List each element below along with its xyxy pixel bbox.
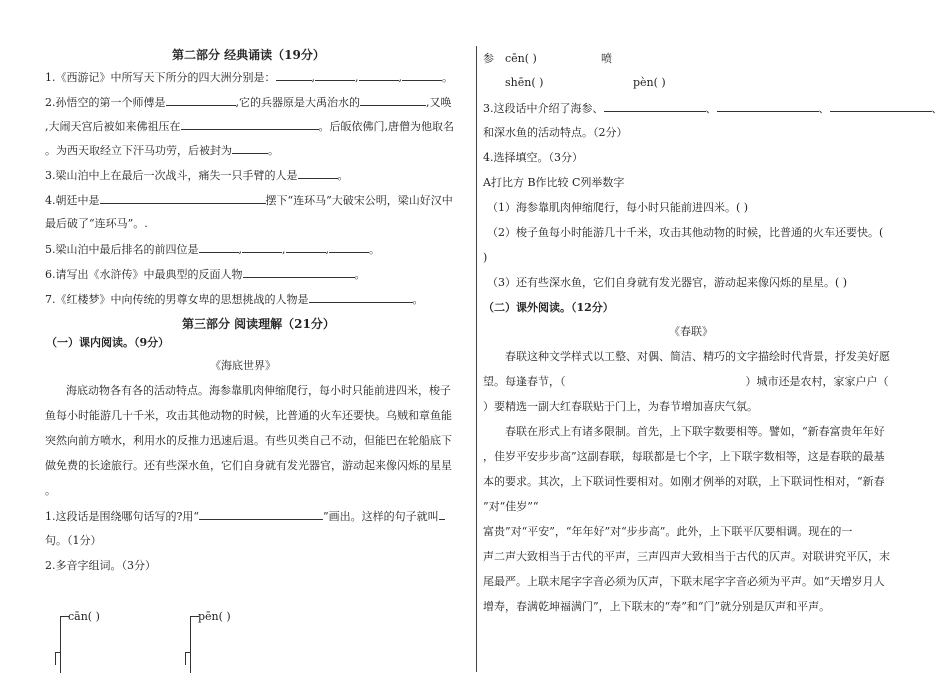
q6-text: 6.请写出《水浒传》中最典型的反面人物	[45, 268, 243, 281]
q3-text-a: 3.这段话中介绍了海参、	[483, 102, 604, 115]
q2-text-a: 2.孙悟空的第一个师傅是	[45, 96, 166, 109]
blank[interactable]	[717, 101, 819, 112]
q2-text-d: ,大闹天宫后被如来佛祖压在	[45, 120, 181, 133]
blank[interactable]	[199, 509, 323, 520]
section1-heading: （一）课内阅读。（9分）	[46, 336, 170, 349]
polyphone-pen: pēn( )	[198, 610, 231, 623]
option-item-3: （3）还有些深水鱼，它们自身就有发光器官，游动起来像闪烁的星星。( )	[487, 276, 848, 289]
punct: 、	[931, 102, 943, 115]
q3-text: 3.梁山泊中上在最后一次战斗，痛失一只手臂的人是	[45, 169, 298, 182]
blank[interactable]	[439, 509, 445, 520]
blank[interactable]	[329, 242, 369, 253]
option-item-2: （2）梭子鱼每小时能游几十千米，攻击其他动物的时候，比普通的火车还要快。(	[487, 226, 884, 239]
q4-text-a: 4.朝廷中是	[45, 194, 100, 207]
options-line: A打比方 B作比较 C列举数字	[483, 176, 625, 189]
part2-q6	[45, 267, 366, 282]
bracket-can	[60, 616, 69, 673]
blank[interactable]	[309, 292, 413, 303]
bracket-tick	[185, 652, 191, 665]
passage2-line	[483, 375, 889, 389]
text: 望。每逢春节，（	[483, 375, 566, 388]
part2-title: 第二部分 经典诵读（19分）	[172, 48, 325, 62]
blank[interactable]	[199, 242, 239, 253]
q4-text-b: 摆下“连环马”大破宋公明，梁山好汉中	[265, 194, 453, 207]
part2-q1: 1.《西游记》中所写天下所分的四大洲分别是： , , , 。	[45, 71, 453, 84]
q7-text: 7.《红楼梦》中向传统的男尊女卑的思想挑战的人物是	[45, 293, 309, 306]
punct: 。	[354, 268, 366, 281]
part2-q2-line1	[45, 95, 452, 110]
blank[interactable]	[298, 168, 338, 179]
polyphone-can: cān( )	[68, 610, 100, 623]
punct: 。	[442, 71, 453, 84]
polyphone-pen-r: pèn( )	[633, 76, 666, 89]
q1-text-b: ”画出。这样的句子就叫	[323, 510, 439, 523]
punct: 。	[412, 293, 424, 306]
blank[interactable]	[830, 101, 932, 112]
part2-q5: 5.梁山泊中最后排名的前四位是 , , , 。	[45, 243, 380, 256]
blank[interactable]	[286, 242, 326, 253]
passage2-line: 声二声大致相当于古代的平声，三声四声大致相当于古代的仄声。对联讲究平仄，末	[483, 550, 890, 563]
passage2-line: ，佳岁平安步步高”这副春联，每联都是七个字，上下联字数相等，这是春联的最基	[483, 450, 885, 463]
passage2-line: 富贵”对“平安”，“年年好”对“步步高”。此外，上下联平仄要相调。现在的一	[483, 525, 853, 538]
passage2-line: 本的要求。其次，上下联词性要相对。如刚才例举的对联，上下联词性相对，“新春	[483, 475, 885, 488]
part3-q4: 4.选择填空。（3分）	[483, 151, 583, 164]
column-divider	[476, 46, 477, 672]
punct: 、	[818, 102, 830, 115]
blank[interactable]	[243, 267, 355, 278]
bracket-tick	[55, 652, 61, 665]
polyphone-pen-char: 喷	[601, 52, 612, 65]
bracket-pen	[190, 616, 199, 673]
blank[interactable]	[276, 70, 312, 81]
blank[interactable]	[232, 143, 268, 154]
option-item-2-end: )	[483, 251, 488, 264]
text: ）城市还是农村，家家户户（	[745, 375, 889, 388]
polyphone-cen: cēn( )	[505, 52, 537, 65]
q5-text: 5.梁山泊中最后排名的前四位是	[45, 243, 199, 256]
blank[interactable]	[604, 101, 706, 112]
part2-q4-line2: 最后破了“连环马”。.	[45, 217, 148, 230]
passage-line: 。	[45, 484, 56, 497]
blank[interactable]	[359, 70, 399, 81]
passage-line: 突然向前方喷水，利用水的反推力迅速后退。有些贝类自己不动，但能巴在轮船底下	[45, 434, 452, 447]
blank[interactable]	[166, 95, 236, 106]
blank[interactable]	[181, 119, 319, 130]
part3-q3-line2: 和深水鱼的活动特点。（2分）	[483, 126, 628, 139]
passage2-line: 增寿，春满乾坤福满门”，上下联末的“寿”和“门”就分别是仄声和平声。	[483, 600, 831, 613]
part2-q7	[45, 292, 424, 307]
q2-text-f: 。为西天取经立下汗马功劳，后被封为	[45, 144, 232, 157]
passage2-line: ”对“佳岁”“	[483, 500, 539, 513]
part3-q1-line2: 句。（1分）	[45, 534, 102, 547]
part2-q2-line2	[45, 119, 454, 134]
passage2-line: 尾最严。上联末尾字字音必须为仄声，下联末尾字字音必须为平声。如“天增岁月人	[483, 575, 885, 588]
blank[interactable]	[402, 70, 442, 81]
part3-title: 第三部分 阅读理解（21分）	[182, 317, 335, 331]
blank[interactable]	[242, 242, 282, 253]
passage2-title: 《春联》	[669, 325, 713, 338]
q2-text-c: ,又唤	[426, 96, 452, 109]
q1-text-a: 1.这段话是围绕哪句话写的?用“	[45, 510, 200, 523]
q2-text-e: 。后皈依佛门,唐僧为他取名	[318, 120, 454, 133]
passage2-line: ）要精选一副大红春联贴于门上，为春节增加喜庆气氛。	[483, 400, 758, 413]
part3-q2: 2.多音字组词。（3分）	[45, 559, 156, 572]
option-item-1: （1）海参靠肌肉伸缩爬行，每小时只能前进四米。( )	[487, 201, 749, 214]
part3-q3	[483, 101, 943, 116]
part2-q2-line3	[45, 143, 279, 158]
q1-text: 1.《西游记》中所写天下所分的四大洲分别是：	[45, 71, 276, 84]
passage2-line: 春联在形式上有诸多限制。首先，上下联字数要相等。譬如，“新春富贵年年好	[505, 425, 885, 438]
q2-text-b: ,它的兵器原是大禹治水的	[235, 96, 360, 109]
passage-line: 做免费的长途旅行。还有些深水鱼，它们自身就有发光器官，游动起来像闪烁的星星	[45, 459, 452, 472]
passage-title: 《海底世界》	[210, 359, 276, 372]
passage-line: 鱼每小时能游几十千米，攻击其他动物的时候，比普通的火车还要快。乌贼和章鱼能	[45, 409, 452, 422]
part3-q1	[45, 509, 445, 524]
polyphone-shen-char: 参	[483, 52, 494, 65]
punct: 。	[369, 243, 380, 256]
part2-q4-line1	[45, 193, 453, 208]
passage2-line: 春联这种文学样式以工整、对偶、简洁、精巧的文字描绘时代背景，抒发美好愿	[505, 350, 890, 363]
passage-line: 海底动物各有各的活动特点。海参靠肌肉伸缩爬行，每小时只能前进四米，梭子	[66, 384, 451, 397]
blank[interactable]	[315, 70, 355, 81]
punct: 。	[337, 169, 349, 182]
polyphone-shen: shēn( )	[505, 76, 544, 89]
punct: 。	[268, 144, 279, 157]
punct: 、	[705, 102, 717, 115]
blank[interactable]	[100, 193, 266, 204]
blank[interactable]	[360, 95, 426, 106]
section2-heading: （二）课外阅读。（12分）	[483, 301, 614, 314]
part2-q3	[45, 168, 349, 183]
